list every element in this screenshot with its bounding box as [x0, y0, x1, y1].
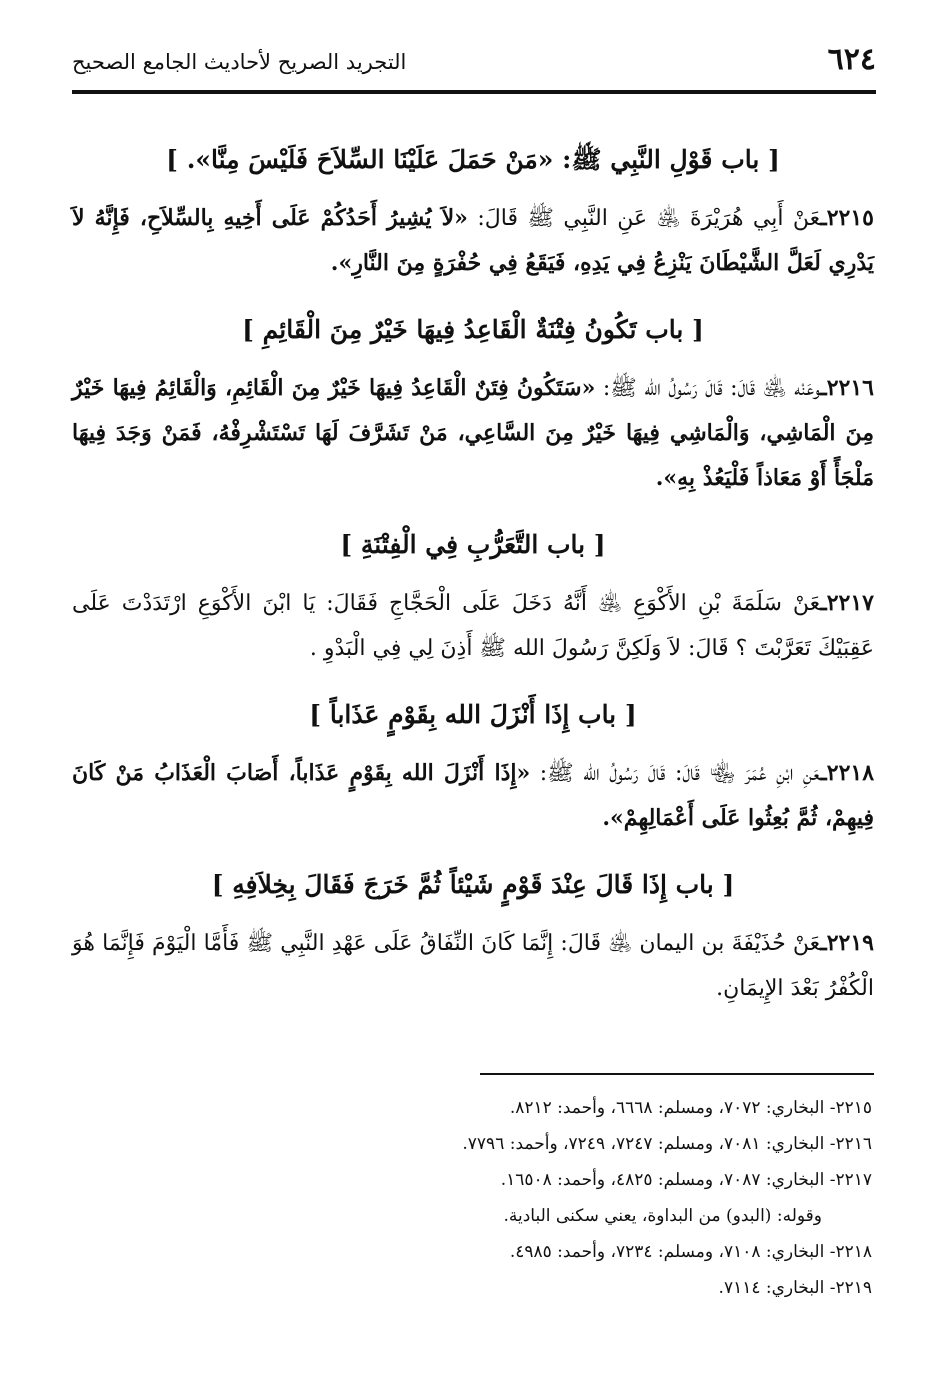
page-body: [72, 140, 874, 1035]
page-header: [72, 40, 876, 92]
hadith-number: ٢٢١٧ـ: [820, 590, 874, 616]
footnote: ٢٢١٦- البخاري: ٧٠٨١، ومسلم: ٧٢٤٧، ٧٢٤٩، وأحمد: ٧٧٩٦.: [462, 1134, 872, 1154]
chapter-title: [ باب قَوْلِ النَّبِي ﷺ: «مَنْ حَمَلَ عَلَيْنَا السِّلاَحَ فَلَيْسَ مِنَّا». ]: [166, 145, 780, 174]
hadith-isnad: عَنِ ابْنِ عُمَرَ ﵄ قَالَ: قَالَ رَسُولُ الله ﷺ:: [530, 761, 821, 786]
header-rule: [72, 90, 876, 94]
chapter-title: [ باب إِذَا أَنْزَلَ الله بِقَوْمٍ عَذَاباً ]: [309, 700, 637, 729]
hadith-paragraph: [72, 581, 874, 671]
hadith-paragraph: [72, 751, 874, 841]
hadith-paragraph: [72, 921, 874, 1011]
hadith-number: ٢٢١٨ـ: [820, 760, 875, 786]
chapter-title: [ باب التَّعَرُّبِ فِي الْفِتْنَةِ ]: [340, 530, 606, 559]
hadith-isnad: عَنْ سَلَمَةَ بْنِ الأَكْوَعِ ﵁ أَنَّهُ دَخَلَ عَلَى الْحَجَّاجِ فَقَالَ: يَا ابْنَ الأَكْوَعِ ارْتَدَدْتَ عَلَى عَقِبَيْكَ تَعَرَّبْتَ ؟ قَالَ: لاَ وَلَكِنَّ رَسُولَ الله ﷺ أَذِنَ لِي فِي الْبَدْوِ .: [72, 591, 874, 661]
footnotes: [72, 1090, 872, 1306]
hadith-paragraph: [72, 366, 874, 501]
hadith-number: ٢٢١٩ـ: [820, 930, 874, 956]
footnote-note: وقوله: (البدو) من البداوة، يعني سكنى البادية.: [503, 1206, 822, 1226]
footnote: ٢٢١٩- البخاري: ٧١١٤.: [718, 1278, 872, 1298]
hadith-isnad: وعَنْه ﵁ قَالَ: قَالَ رَسُولُ الله ﷺ:: [595, 376, 821, 401]
hadith-matn: «إِذَا أَنْزَلَ الله بِقَوْمٍ عَذَاباً، أَصَابَ الْعَذَابُ مَنْ كَانَ فِيهِمْ، ثُمَّ بُعِثُوا عَلَى أَعْمَالِهِمْ».: [72, 760, 874, 831]
hadith-isnad: عَنْ حُذَيْفَةَ بن اليمان ﵁ قَالَ: إِنَّمَا كَانَ النِّفَاقُ عَلَى عَهْدِ النَّبِي ﷺ فَأَمَّا الْيَوْمَ فَإِنَّمَا هُوَ الْكُفْرُ بَعْدَ الإِيمَانِ.: [72, 931, 874, 1001]
hadith-number: ٢٢١٦ـ: [820, 375, 874, 401]
footnote-rule: [480, 1073, 874, 1075]
chapter-title: [ باب إِذَا قَالَ عِنْدَ قَوْمٍ شَيْئاً ثُمَّ خَرَجَ فَقَالَ بِخِلاَفِهِ ]: [211, 870, 735, 899]
footnote: ٢٢١٥- البخاري: ٧٠٧٢، ومسلم: ٦٦٦٨، وأحمد: ٨٢١٢.: [509, 1098, 872, 1118]
hadith-matn: «سَتَكُونُ فِتَنٌ الْقَاعِدُ فِيهَا خَيْرٌ مِنَ الْقَائِمِ، وَالْقَائِمُ فِيهَا خَيْرٌ مِنَ الْمَاشِي، وَالْمَاشِي فِيهَا خَيْرٌ مِنَ السَّاعِي، مَنْ تَشَرَّفَ لَهَا تَسْتَشْرِفْهُ، فَمَنْ وَجَدَ فِيهَا مَلْجَأً أَوْ مَعَاذاً فَلْيَعُذْ بِهِ».: [72, 375, 874, 491]
hadith-isnad: عَنْ أَبِي هُرَيْرَةَ ﵁ عَنِ النَّبِي ﷺ قَالَ:: [467, 206, 821, 231]
running-title: التجريد الصريح لأحاديث الجامع الصحيح: [72, 50, 407, 74]
footnote: ٢٢١٧- البخاري: ٧٠٨٧، ومسلم: ٤٨٢٥، وأحمد: ١٦٥٠٨.: [500, 1170, 872, 1190]
hadith-matn: «لاَ يُشِيرُ أَحَدُكُمْ عَلَى أَخِيهِ بِالسِّلاَحِ، فَإِنَّهُ لاَ يَدْرِي لَعَلَّ الشَّيْطَانَ يَنْزِعُ فِي يَدِهِ، فَيَقَعُ فِي حُفْرَةٍ مِنَ النَّارِ».: [72, 205, 874, 276]
page-number: ٦٢٤: [827, 42, 876, 77]
footnote: ٢٢١٨- البخاري: ٧١٠٨، ومسلم: ٧٢٣٤، وأحمد: ٤٩٨٥.: [509, 1242, 872, 1262]
chapter-title: [ باب تَكُونُ فِتْنَةٌ الْقَاعِدُ فِيهَا خَيْرٌ مِنَ الْقَائِمِ ]: [242, 315, 704, 344]
hadith-number: ٢٢١٥ـ: [820, 205, 874, 231]
hadith-paragraph: [72, 196, 874, 286]
